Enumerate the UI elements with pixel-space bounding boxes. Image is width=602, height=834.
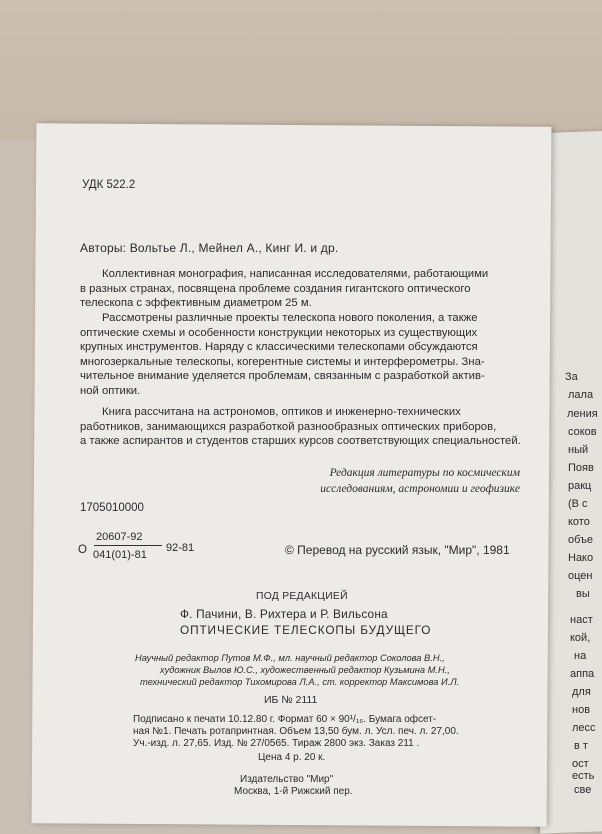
fraction-bar	[94, 545, 162, 546]
facing-fragment: нов	[572, 704, 591, 716]
facing-fragment: ост	[572, 758, 589, 770]
facing-fragment: ный	[568, 444, 589, 456]
editorial-line: Редакция литературы по космическим	[329, 467, 520, 479]
fraction-numerator: 20607-92	[96, 531, 143, 543]
facing-fragment: Появ	[568, 462, 594, 474]
paragraph-abstract	[80, 267, 488, 311]
facing-fragment: лесс	[572, 722, 596, 734]
authors-line: Авторы: Вольтье Л., Мейнел А., Кинг И. и др.	[80, 241, 339, 255]
book-title: ОПТИЧЕСКИЕ ТЕЛЕСКОПЫ БУДУЩЕГО	[180, 623, 432, 637]
facing-fragment: на	[574, 650, 587, 662]
facing-fragment: для	[572, 686, 591, 698]
staff-line: художник Вылов Ю.С., художественный редактор Кузьмина М.Н.,	[160, 665, 450, 675]
contents-line: Рассмотрены различные проекты телескопа нового поколения, а также	[102, 312, 478, 324]
under-editorship: ПОД РЕДАКЦИЕЙ	[256, 591, 348, 602]
fraction-denominator: 041(01)-81	[93, 549, 147, 561]
audience-line: работников, занимающихся разработкой разнообразных оптических приборов,	[80, 420, 497, 433]
udk-code: УДК 522.2	[82, 179, 136, 191]
editors-line: Ф. Пачини, В. Рихтера и Р. Вильсона	[180, 607, 388, 621]
facing-fragment: све	[574, 784, 592, 796]
price: Цена 4 р. 20 к.	[258, 752, 326, 763]
contents-line: многозеркальные телескопы, когерентные системы и интерферометры. Зна-	[80, 355, 485, 368]
staff-line: Научный редактор Путов М.Ф., мл. научный редактор Соколова В.Н.,	[135, 653, 445, 663]
copyright-notice: © Перевод на русский язык, "Мир", 1981	[285, 543, 510, 557]
facing-fragment: в т	[574, 740, 588, 752]
publisher-address: Москва, 1-й Рижский пер.	[234, 786, 353, 797]
facing-fragment: наст	[570, 614, 593, 626]
editorial-office	[250, 465, 520, 497]
print-info-line: ная №1. Печать ротапринтная. Объем 13,50 бум. л. Усл. печ. л. 27,00.	[133, 726, 459, 737]
fraction-prefix: О	[78, 544, 87, 556]
ib-number: ИБ № 2111	[264, 694, 318, 706]
editorial-line: исследованиям, астрономии и геофизике	[320, 483, 520, 495]
paragraph-audience	[80, 405, 521, 449]
facing-fragment: кой,	[570, 632, 591, 644]
facing-fragment: соков	[568, 426, 597, 438]
facing-fragment: лала	[568, 389, 594, 401]
audience-line: а также аспирантов и студентов старших курсов соответствующих специальностей.	[80, 435, 521, 448]
abstract-line: в разных странах, посвящена проблеме создания гигантского оптического	[80, 282, 471, 295]
contents-line: чительное внимание уделяется проблемам, связанным с разработкой актив-	[80, 370, 485, 383]
facing-fragment: ракц	[568, 480, 592, 492]
facing-fragment: За	[565, 371, 578, 383]
abstract-line: Коллективная монография, написанная исследователями, работающими	[102, 268, 489, 280]
facing-fragment: есть	[572, 770, 595, 782]
facing-fragment: оцен	[568, 570, 593, 582]
facing-fragment: ления	[567, 408, 598, 420]
facing-fragment: аппа	[570, 668, 595, 680]
facing-fragment: объе	[568, 534, 594, 546]
paragraph-contents	[80, 311, 485, 399]
audience-line: Книга рассчитана на астрономов, оптиков и инженерно-технических	[102, 406, 461, 418]
print-info-line: Подписано к печати 10.12.80 г. Формат 60 × 90¹/₁₆. Бумага офсет-	[133, 714, 437, 725]
facing-fragment: Нако	[568, 552, 594, 564]
staff-line: технический редактор Тихомирова Л.А., ст. корректор Максимова И.Л.	[140, 677, 460, 687]
catalog-code: 1705010000	[80, 502, 144, 514]
table-surface	[0, 0, 602, 140]
facing-fragment: вы	[576, 588, 590, 600]
abstract-line: телескопа с эффективным диаметром 25 м.	[80, 297, 312, 310]
contents-line: оптические схемы и особенности конструкции некоторых из существующих	[80, 326, 478, 339]
facing-fragment: кото	[568, 516, 590, 528]
contents-line: ной оптики.	[80, 384, 141, 397]
publisher: Издательство "Мир"	[240, 774, 334, 785]
print-info-line: Уч.-изд. л. 27,65. Изд. № 27/0565. Тираж 2800 экз. Заказ 211 .	[133, 738, 420, 749]
contents-line: крупных инструментов. Наряду с классическими телескопами обсуждаются	[80, 341, 478, 354]
fraction-suffix: 92-81	[166, 542, 195, 554]
facing-fragment: (В с	[568, 498, 588, 510]
